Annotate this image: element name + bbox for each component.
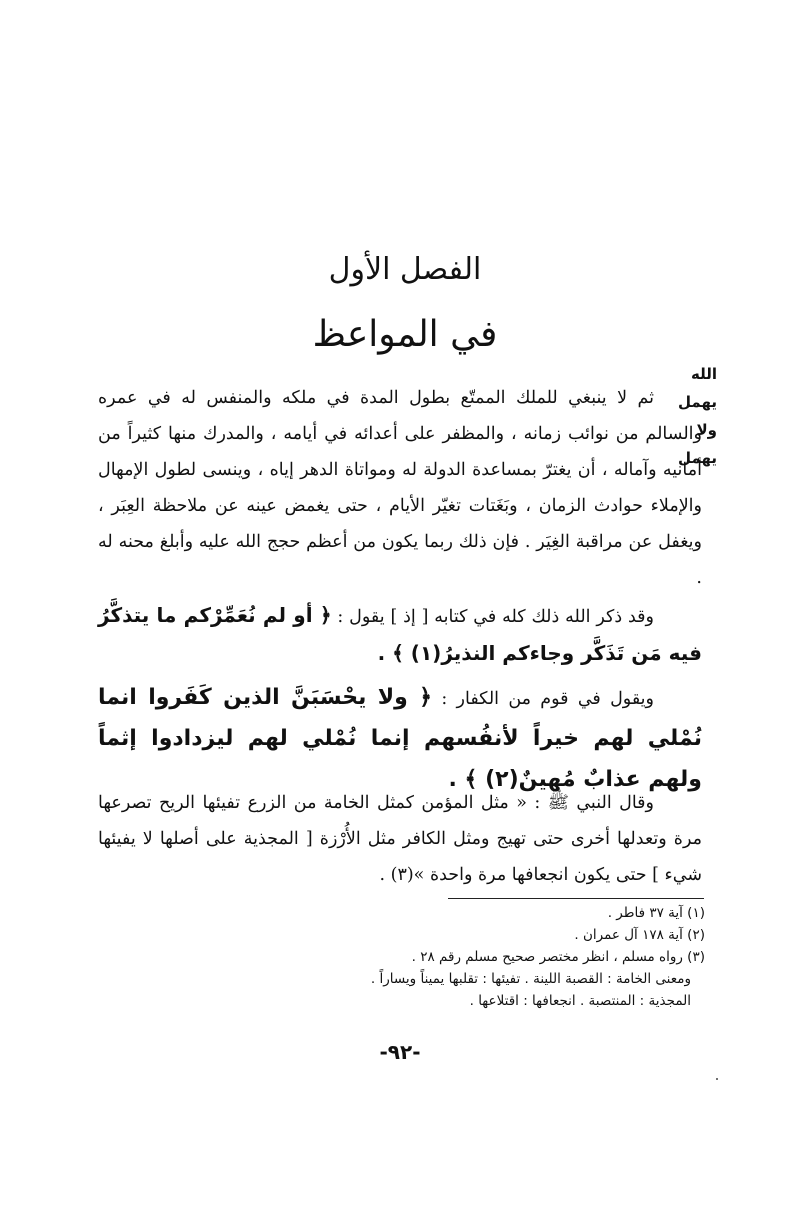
footnote-2: (٢) آية ١٧٨ آل عمران . [574, 927, 705, 943]
paragraph-4 [98, 785, 702, 893]
margin-note-line-1: الله يهمل [678, 365, 717, 411]
paragraph-1-text: ثم لا ينبغي للملك الممتّع بطول المدة في ملكه والمنفس له في عمره والسالم من نوائب زمانه ، والمظفر على أعدائه في أيامه ، والمدرك منها كثيراً من أمانيه وآماله ، أن يغترّ بمساعدة الدولة له ومواتاة الدهر إياه ، وينسى لطول الإمهال والإملاء حوادث الزمان ، وبَغَتات تغيّر الأيام ، حتى يغمض عينه عن ملاحظة العِبَر ، ويغفل عن مراقبة الغِيَر . فإن ذلك ربما يكون من أعظم حجج الله عليه وأبلغ محنه له . [98, 388, 702, 588]
footnote-1: (١) آية ٣٧ فاطر . [607, 905, 705, 921]
scan-speck [716, 1078, 718, 1080]
page-number: -٩٢- [379, 1040, 421, 1064]
margin-note-line-2: ولا يهمل [678, 421, 717, 467]
paragraph-3-intro: ويقول في قوم من الكفار : [441, 689, 654, 709]
chapter-title: الفصل الأول [328, 252, 482, 287]
footnote-divider [448, 898, 704, 899]
quran-verse-1: ﴿ أو لم نُعَمِّرْكم ما يتذكَّرُ فيه مَن تَذَكَّر وجاءكم النذيرُ(١) ﴾ . [98, 603, 702, 665]
paragraph-2-intro: وقد ذكر الله ذلك كله في كتابه [ إذ ] يقول : [337, 607, 654, 627]
footnote-3: (٣) رواه مسلم ، انظر مختصر صحيح مسلم رقم ٢٨ . [411, 949, 705, 965]
chapter-subtitle: في المواعظ [312, 314, 498, 355]
hadith-text: وقال النبي ﷺ : « مثل المؤمن كمثل الخامة من الزرع تفيئها الريح تصرعها مرة وتعدلها أخرى حتى تهيج ومثل الكافر مثل الأُرْزة [ المجذية على أصلها لا يفيئها شيء ] حتى يكون انجعافها مرة واحدة »(٣) . [98, 793, 702, 885]
paragraph-3 [98, 678, 702, 801]
footnote-3-gloss-1: ومعنى الخامة : القصبة اللينة . تفيئها : تقلبها يميناً ويساراً . [370, 971, 691, 987]
footnotes [250, 902, 705, 1012]
paragraph-1 [98, 380, 702, 596]
quran-verse-2: ﴿ ولا يحْسَبَنَّ الذين كَفَروا انما نُمْلي لهم خيراً لأنفُسهم إنما نُمْلي لهم ليزدادوا إثماً ولهم عذابٌ مُهينٌ(٢) ﴾ . [98, 685, 702, 792]
footnote-3-gloss-2: المجذية : المنتصبة . انجعافها : اقتلاعها . [469, 993, 691, 1009]
paragraph-2 [98, 597, 702, 673]
